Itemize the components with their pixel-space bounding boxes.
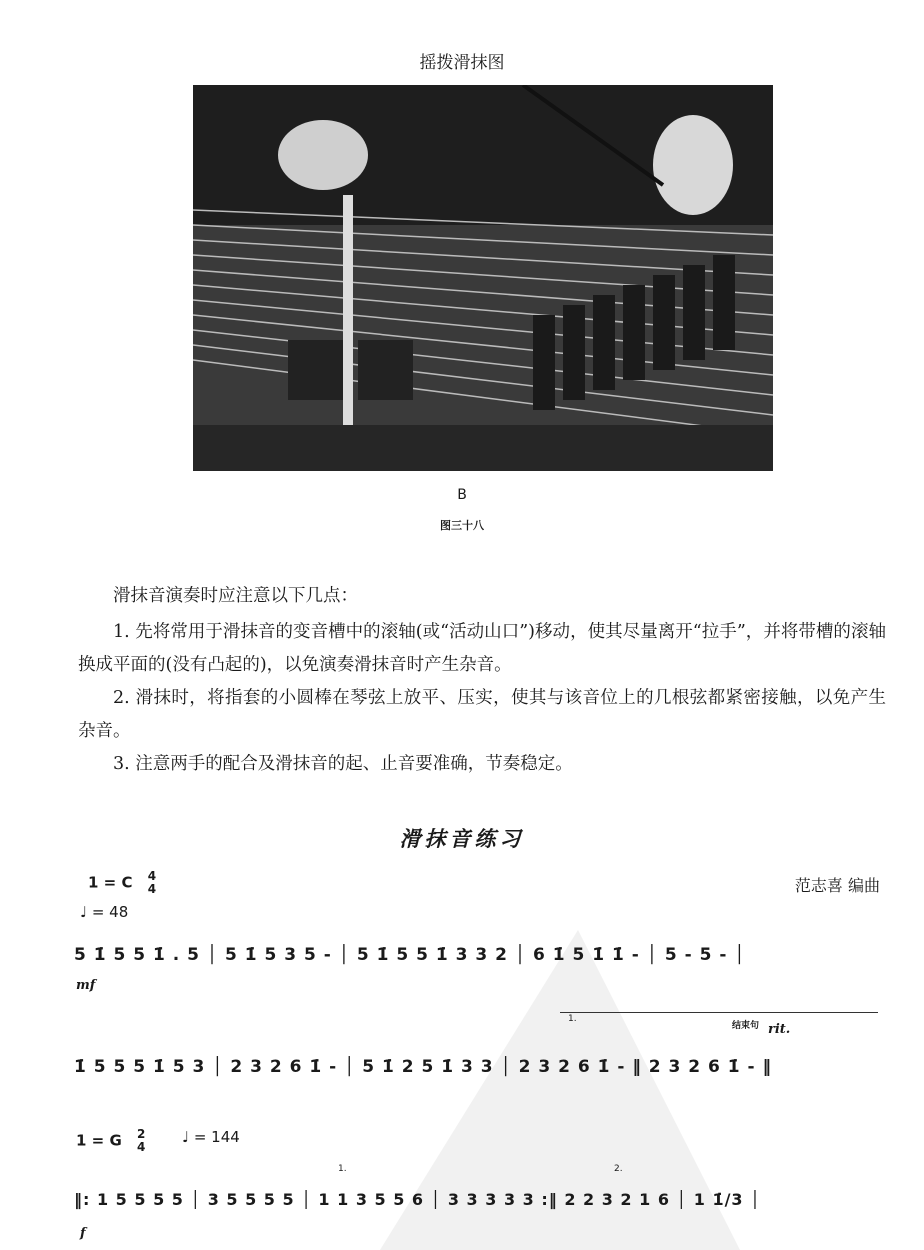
figure-caption: 图三十八 (440, 519, 484, 532)
dynamic-f: f (80, 1226, 86, 1241)
tempo-1: ♩ = 48 (80, 903, 129, 921)
composer: 范志喜 编曲 (794, 876, 880, 895)
score-row-1: 5 1̇ 5 5 1̇ . 5 │ 5 1̇ 5 3 5 - │ 5 1̇ 5 5 1̇ 3 3 2 │ 6 1̇ 5 1̇ 1̇ - │ 5 - 5 - │ (74, 945, 746, 965)
time-top-1: 4 (147, 869, 157, 883)
ending-phrase-label: 结束句 (732, 1021, 760, 1031)
ending-bracket (560, 1012, 878, 1013)
point-2: 2. 滑抹时，将指套的小圆棒在琴弦上放平、压实，使其与该音位上的几根弦都紧密接触，以免产生杂音。 (78, 688, 886, 741)
score-row-3: ‖: 1 5 5 5 5 │ 3 5 5 5 5 │ 1 1 3 5 5 6 │ 3 3 3 3 3 :‖ 2 2 3 2 1 6 │ 1 1̇/3 │ (74, 1190, 761, 1209)
point-1: 1. 先将常用于滑抹音的变音槽中的滚轴(或“活动山口”)移动，使其尽量离开“拉手”，并将带槽的滚轴换成平面的(没有凸起的)，以免演奏滑抹音时产生杂音。 (78, 622, 886, 675)
intro-text: 滑抹音演奏时应注意以下几点： (113, 586, 358, 606)
photo-title: 摇拨滑抹图 (419, 53, 505, 73)
zither-photo (193, 85, 773, 471)
time-bottom-2: 4 (137, 1140, 146, 1154)
score-row-2: 1̇ 5 5 5 1̇ 5 3 │ 2 3 2 6 1̇ - │ 5 1̇ 2 5 1̇ 3 3 │ 2 3 2 6 1̇ - ‖ 2 3 2 6 1̇ - ‖ (74, 1057, 772, 1077)
point-3: 3. 注意两手的配合及滑抹音的起、止音要准确，节奏稳定。 (113, 754, 573, 774)
ending-1-label: 1. (568, 1014, 577, 1024)
time-top-2: 2 (137, 1127, 146, 1141)
key-signature-1: 1 = C 4 4 (88, 869, 157, 896)
exercise-title: 滑抹音练习 (399, 827, 525, 851)
ending-2-label: 2. (614, 1164, 623, 1174)
dynamic-mf: mf (76, 978, 96, 993)
rit-marking: rit. (768, 1022, 791, 1037)
time-bottom-1: 4 (147, 882, 157, 896)
tempo-2: ♩ = 144 (182, 1128, 240, 1146)
key-signature-2: 1 = G 2 4 (76, 1127, 146, 1154)
ending-1b-label: 1. (338, 1164, 347, 1174)
photo-label: B (457, 487, 467, 503)
